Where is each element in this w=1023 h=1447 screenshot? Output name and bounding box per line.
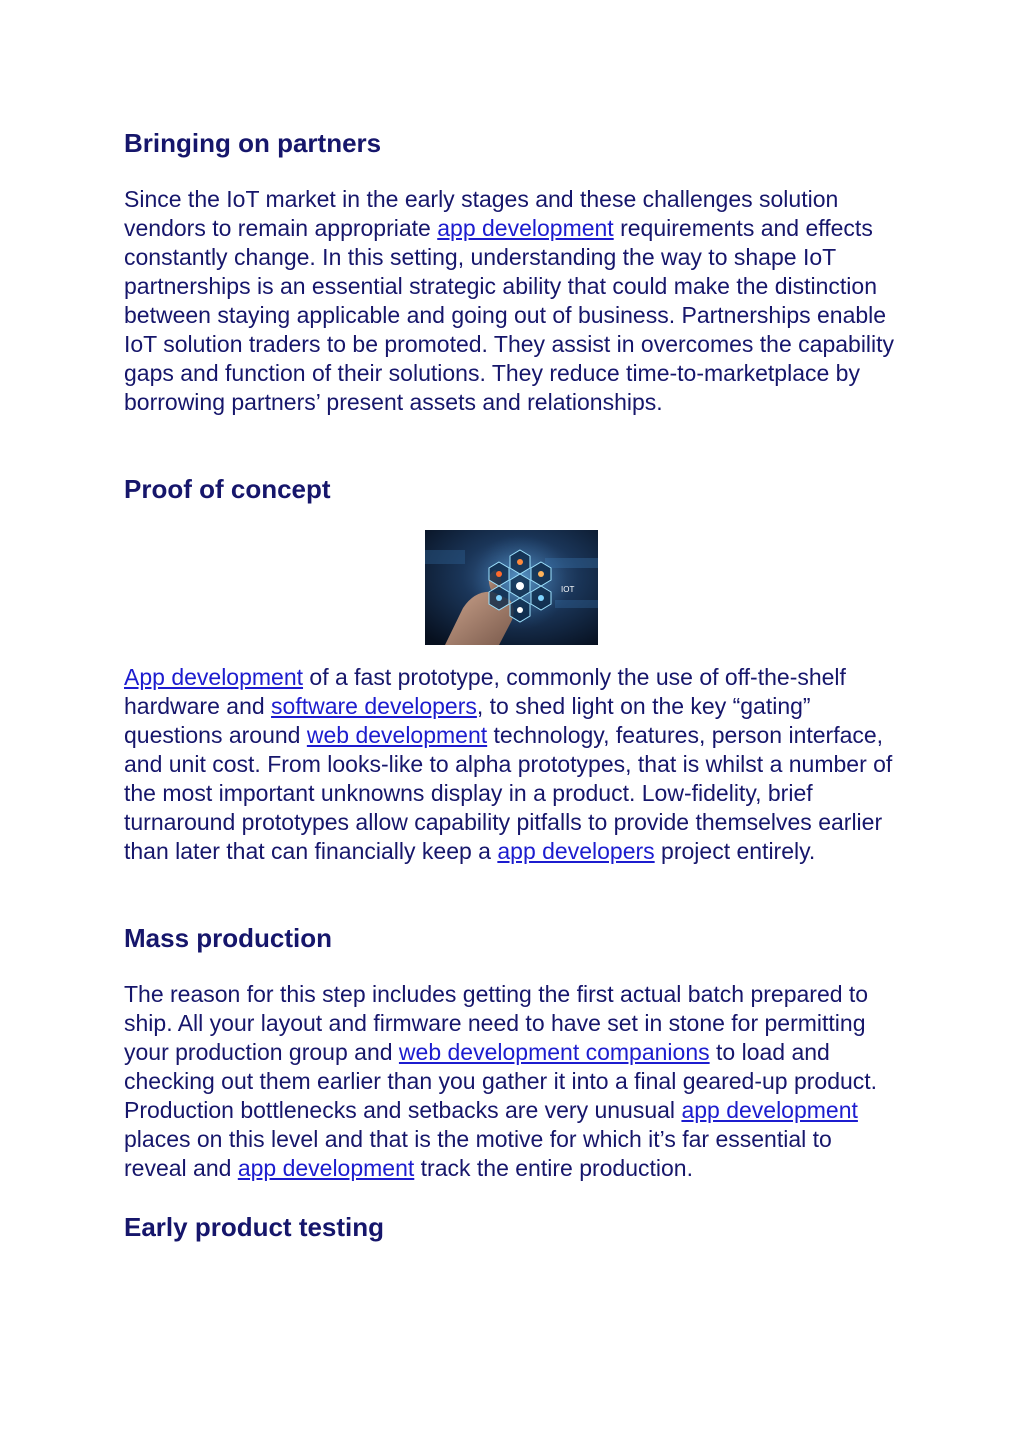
link-app-developers[interactable]: app developers [497,838,655,864]
paragraph-text: requirements and effects constantly change. In this setting, understanding the way to shape IoT partnerships is an essential strategic ability that could make the distinction between staying applicable and going out of business. Partnerships enable IoT solution traders to be promoted. They assist in overcomes the capability gaps and function of their solutions. They reduce time-to-marketplace by borrowing partners’ present assets and relationships. [124,215,895,415]
paragraph-text: of a fast prototype, commonly the use of off-the-shelf hardware and [124,664,846,719]
iot-image-label: IOT [561,585,575,594]
link-software-developers[interactable]: software developers [271,693,477,719]
link-web-development[interactable]: web development [306,722,488,748]
link-app-development[interactable]: app development [237,1155,415,1181]
paragraph-mass-production [124,980,899,1183]
paragraph-proof-of-concept [124,663,899,866]
paragraph-text: places on this level and that is the motive for which it’s far essential to reveal and [124,1126,832,1181]
link-web-development-companions[interactable]: web development companions [398,1039,710,1065]
heading-mass-production: Mass production [124,923,333,953]
paragraph-text: project entirely. [654,838,816,864]
heading-early-product-testing: Early product testing [124,1212,385,1242]
paragraph-bringing-on-partners [124,185,899,417]
paragraph-text: to load and checking out them earlier than you gather it into a final geared-up product. Production bottlenecks and setbacks are very unusual [124,1039,878,1123]
link-app-development[interactable]: App development [124,664,304,690]
heading-bringing-on-partners: Bringing on partners [124,128,382,158]
link-app-development[interactable]: app development [437,215,614,241]
iot-hand-hexagon-image [425,530,598,645]
paragraph-text: The reason for this step includes getting the first actual batch prepared to ship. All your layout and firmware need to have set in stone for permitting your production group and [124,981,869,1065]
paragraph-text: , to shed light on the key “gating” questions around [124,693,811,748]
paragraph-text: Since the IoT market in the early stages and these challenges solution vendors to remain appropriate [124,186,839,241]
paragraph-text: technology, features, person interface, and unit cost. From looks-like to alpha prototypes, that is whilst a number of the most important unknowns display in a product. Low-fidelity, brief turnaround prototypes allow capability pitfalls to provide themselves earlier than later that can financially keep a [124,722,893,864]
paragraph-text: track the entire production. [414,1155,693,1181]
heading-proof-of-concept: Proof of concept [124,474,331,504]
link-app-development[interactable]: app development [681,1097,858,1123]
